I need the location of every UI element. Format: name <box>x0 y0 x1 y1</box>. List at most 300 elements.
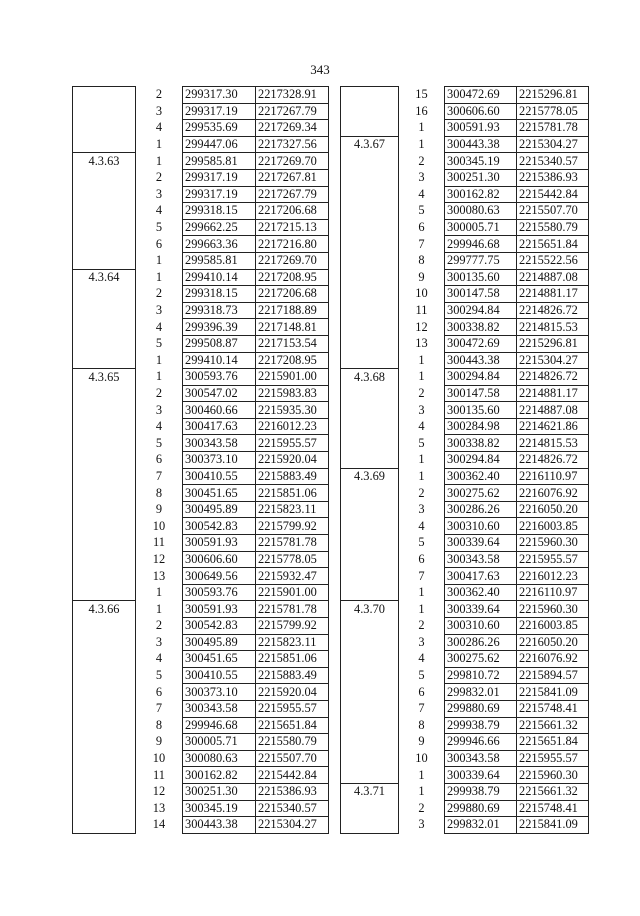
table-row <box>341 817 589 834</box>
point-number: 1 <box>418 369 425 384</box>
section-label <box>341 684 399 701</box>
point-number: 9 <box>418 734 425 749</box>
section-label <box>73 136 136 153</box>
x-coordinate: 300005.71 <box>445 219 517 236</box>
x-coordinate: 299396.39 <box>183 319 256 336</box>
section-label <box>341 153 399 170</box>
y-coordinate: 2215851.06 <box>256 651 329 668</box>
point-number: 9 <box>418 269 425 284</box>
table-row <box>73 667 329 684</box>
table-row <box>73 750 329 767</box>
x-coordinate: 300593.76 <box>183 584 256 601</box>
section-label <box>341 219 399 236</box>
x-coordinate: 299535.69 <box>183 120 256 137</box>
section-label <box>73 717 136 734</box>
table-row <box>73 302 329 319</box>
y-coordinate: 2215935.30 <box>256 402 329 419</box>
x-coordinate: 299317.19 <box>183 103 256 120</box>
table-row <box>341 634 589 651</box>
table-row <box>73 618 329 635</box>
point-number: 10 <box>152 751 166 766</box>
y-coordinate: 2215661.32 <box>517 717 589 734</box>
table-row <box>341 584 589 601</box>
point-number: 2 <box>418 618 425 633</box>
table-row <box>341 319 589 336</box>
point-number: 3 <box>418 402 425 417</box>
x-coordinate: 300162.82 <box>445 186 517 203</box>
point-number: 8 <box>155 485 163 500</box>
x-coordinate: 300345.19 <box>445 153 517 170</box>
table-row <box>341 618 589 635</box>
point-number: 2 <box>155 385 163 400</box>
y-coordinate: 2215901.00 <box>256 369 329 386</box>
x-coordinate: 300343.58 <box>183 435 256 452</box>
x-coordinate: 300343.58 <box>445 551 517 568</box>
y-coordinate: 2215340.57 <box>517 153 589 170</box>
table-row <box>73 385 329 402</box>
y-coordinate: 2217269.34 <box>256 120 329 137</box>
section-label <box>341 584 399 601</box>
x-coordinate: 299447.06 <box>183 136 256 153</box>
section-label <box>341 700 399 717</box>
y-coordinate: 2215748.41 <box>517 700 589 717</box>
table-row <box>341 335 589 352</box>
x-coordinate: 300135.60 <box>445 402 517 419</box>
x-coordinate: 300373.10 <box>183 684 256 701</box>
table-row <box>341 153 589 170</box>
table-row <box>73 369 329 386</box>
table-row <box>341 186 589 203</box>
x-coordinate: 300443.38 <box>183 817 256 834</box>
point-number: 12 <box>152 551 166 566</box>
point-number: 13 <box>415 336 428 351</box>
point-number: 4 <box>418 419 425 434</box>
table-row <box>73 252 329 269</box>
y-coordinate: 2215304.27 <box>256 817 329 834</box>
x-coordinate: 300284.98 <box>445 418 517 435</box>
section-label <box>73 236 136 253</box>
section-label <box>341 800 399 817</box>
point-number: 4 <box>155 203 163 218</box>
page-number: 343 <box>310 62 330 77</box>
x-coordinate: 299585.81 <box>183 252 256 269</box>
x-coordinate: 300310.60 <box>445 518 517 535</box>
x-coordinate: 300495.89 <box>183 634 256 651</box>
section-label <box>341 535 399 552</box>
table-row <box>73 120 329 137</box>
section-label <box>73 684 136 701</box>
table-row <box>341 518 589 535</box>
section-label <box>341 402 399 419</box>
section-label <box>73 352 136 369</box>
y-coordinate: 2214621.86 <box>517 418 589 435</box>
x-coordinate: 299662.25 <box>183 219 256 236</box>
point-number: 5 <box>155 435 163 450</box>
y-coordinate: 2216003.85 <box>517 618 589 635</box>
y-coordinate: 2215823.11 <box>256 501 329 518</box>
section-label <box>341 319 399 336</box>
y-coordinate: 2216050.20 <box>517 501 589 518</box>
point-number: 5 <box>418 535 425 550</box>
y-coordinate: 2215507.70 <box>256 750 329 767</box>
y-coordinate: 2217267.79 <box>256 103 329 120</box>
table-row <box>73 236 329 253</box>
point-number: 5 <box>418 203 425 218</box>
y-coordinate: 2217269.70 <box>256 153 329 170</box>
section-label <box>73 87 136 104</box>
section-label <box>341 767 399 784</box>
y-coordinate: 2215841.09 <box>517 817 589 834</box>
table-row <box>73 319 329 336</box>
section-label <box>73 103 136 120</box>
y-coordinate: 2216012.23 <box>517 568 589 585</box>
section-label <box>73 435 136 452</box>
table-row <box>73 767 329 784</box>
y-coordinate: 2215661.32 <box>517 783 589 800</box>
x-coordinate: 299585.81 <box>183 153 256 170</box>
y-coordinate: 2217269.70 <box>256 252 329 269</box>
section-label <box>73 169 136 186</box>
x-coordinate: 299946.68 <box>445 236 517 253</box>
table-row <box>73 485 329 502</box>
section-label <box>341 750 399 767</box>
point-number: 6 <box>418 220 425 235</box>
table-row <box>73 700 329 717</box>
x-coordinate: 300251.30 <box>445 169 517 186</box>
point-number: 2 <box>418 800 425 815</box>
point-number: 1 <box>418 784 425 799</box>
y-coordinate: 2215781.78 <box>256 535 329 552</box>
table-row <box>73 435 329 452</box>
table-row <box>341 750 589 767</box>
y-coordinate: 2215386.93 <box>517 169 589 186</box>
y-coordinate: 2217216.80 <box>256 236 329 253</box>
point-number: 9 <box>155 502 163 517</box>
section-label <box>73 335 136 352</box>
point-number: 15 <box>415 87 428 102</box>
point-number: 6 <box>155 684 163 699</box>
section-label <box>73 402 136 419</box>
y-coordinate: 2217148.81 <box>256 319 329 336</box>
x-coordinate: 300294.84 <box>445 452 517 469</box>
table-row <box>341 369 589 386</box>
y-coordinate: 2216110.97 <box>517 468 589 485</box>
y-coordinate: 2217206.68 <box>256 203 329 220</box>
x-coordinate: 300275.62 <box>445 485 517 502</box>
table-row <box>341 452 589 469</box>
x-coordinate: 299777.75 <box>445 252 517 269</box>
section-label <box>341 186 399 203</box>
y-coordinate: 2215522.56 <box>517 252 589 269</box>
y-coordinate: 2215883.49 <box>256 667 329 684</box>
y-coordinate: 2217153.54 <box>256 335 329 352</box>
table-row <box>73 87 329 104</box>
section-label <box>341 385 399 402</box>
y-coordinate: 2215960.30 <box>517 767 589 784</box>
point-number: 3 <box>418 817 425 832</box>
section-label <box>73 286 136 303</box>
point-number: 4 <box>418 518 425 533</box>
point-number: 12 <box>152 784 166 799</box>
point-number: 11 <box>415 303 428 318</box>
point-number: 6 <box>155 452 163 467</box>
point-number: 4 <box>155 651 163 666</box>
x-coordinate: 300339.64 <box>445 767 517 784</box>
point-number: 14 <box>152 817 166 832</box>
point-number: 7 <box>155 468 163 483</box>
table-row <box>73 817 329 834</box>
x-coordinate: 300373.10 <box>183 452 256 469</box>
section-label <box>73 319 136 336</box>
x-coordinate: 300417.63 <box>183 418 256 435</box>
section-label <box>73 501 136 518</box>
section-label <box>341 551 399 568</box>
section-label <box>73 651 136 668</box>
y-coordinate: 2215651.84 <box>256 717 329 734</box>
point-number: 12 <box>415 319 428 334</box>
x-coordinate: 300294.84 <box>445 369 517 386</box>
table-row <box>73 136 329 153</box>
point-number: 1 <box>418 585 425 600</box>
coordinate-table-right <box>340 86 589 834</box>
table-row <box>73 219 329 236</box>
table-row <box>341 601 589 618</box>
table-row <box>341 236 589 253</box>
point-number: 4 <box>155 319 163 334</box>
y-coordinate: 2216050.20 <box>517 634 589 651</box>
x-coordinate: 299880.69 <box>445 800 517 817</box>
table-row <box>73 734 329 751</box>
point-number: 5 <box>155 668 163 683</box>
y-coordinate: 2215778.05 <box>517 103 589 120</box>
section-label <box>73 783 136 800</box>
table-row <box>341 352 589 369</box>
table-row <box>73 335 329 352</box>
point-number: 7 <box>418 568 425 583</box>
point-number: 10 <box>152 518 166 533</box>
point-number: 1 <box>418 452 425 467</box>
point-number: 1 <box>155 585 163 600</box>
section-label <box>73 186 136 203</box>
y-coordinate: 2215386.93 <box>256 783 329 800</box>
y-coordinate: 2214826.72 <box>517 369 589 386</box>
point-number: 4 <box>155 419 163 434</box>
y-coordinate: 2215781.78 <box>256 601 329 618</box>
section-label <box>341 667 399 684</box>
section-label <box>341 418 399 435</box>
section-label <box>341 717 399 734</box>
y-coordinate: 2216076.92 <box>517 485 589 502</box>
section-label <box>73 302 136 319</box>
table-row <box>73 651 329 668</box>
y-coordinate: 2215823.11 <box>256 634 329 651</box>
point-number: 6 <box>418 551 425 566</box>
table-row <box>73 169 329 186</box>
x-coordinate: 300472.69 <box>445 87 517 104</box>
x-coordinate: 300417.63 <box>445 568 517 585</box>
y-coordinate: 2215901.00 <box>256 584 329 601</box>
point-number: 8 <box>418 717 425 732</box>
x-coordinate: 300080.63 <box>445 203 517 220</box>
x-coordinate: 300362.40 <box>445 468 517 485</box>
point-number: 9 <box>155 734 163 749</box>
table-row <box>341 203 589 220</box>
table-row <box>341 418 589 435</box>
section-label: 4.3.66 <box>73 601 136 618</box>
x-coordinate: 300339.64 <box>445 535 517 552</box>
table-row <box>73 501 329 518</box>
coordinate-table-left <box>72 86 329 834</box>
y-coordinate: 2214826.72 <box>517 302 589 319</box>
table-row <box>73 783 329 800</box>
section-label <box>73 418 136 435</box>
table-row <box>341 501 589 518</box>
table-row <box>341 535 589 552</box>
section-label <box>341 335 399 352</box>
y-coordinate: 2216110.97 <box>517 584 589 601</box>
y-coordinate: 2216003.85 <box>517 518 589 535</box>
table-row <box>73 153 329 170</box>
y-coordinate: 2215851.06 <box>256 485 329 502</box>
table-row <box>341 385 589 402</box>
x-coordinate: 300410.55 <box>183 468 256 485</box>
point-number: 1 <box>418 767 425 782</box>
x-coordinate: 300443.38 <box>445 136 517 153</box>
section-label <box>341 302 399 319</box>
y-coordinate: 2216012.23 <box>256 418 329 435</box>
point-number: 3 <box>155 402 163 417</box>
section-label <box>341 352 399 369</box>
point-number: 10 <box>415 286 428 301</box>
x-coordinate: 300310.60 <box>445 618 517 635</box>
section-label <box>341 286 399 303</box>
x-coordinate: 300147.58 <box>445 385 517 402</box>
point-number: 1 <box>418 468 425 483</box>
point-number: 2 <box>155 618 163 633</box>
table-row <box>73 684 329 701</box>
y-coordinate: 2215296.81 <box>517 87 589 104</box>
x-coordinate: 299810.72 <box>445 667 517 684</box>
y-coordinate: 2215296.81 <box>517 335 589 352</box>
x-coordinate: 299410.14 <box>183 269 256 286</box>
table-row <box>341 136 589 153</box>
x-coordinate: 300005.71 <box>183 734 256 751</box>
point-number: 3 <box>418 170 425 185</box>
y-coordinate: 2217188.89 <box>256 302 329 319</box>
section-label <box>341 734 399 751</box>
table-row <box>73 418 329 435</box>
x-coordinate: 300547.02 <box>183 385 256 402</box>
section-label: 4.3.71 <box>341 783 399 800</box>
x-coordinate: 300460.66 <box>183 402 256 419</box>
point-number: 4 <box>155 120 163 135</box>
section-label: 4.3.68 <box>341 369 399 386</box>
point-number: 1 <box>155 352 163 367</box>
point-number: 8 <box>418 253 425 268</box>
table-row <box>341 651 589 668</box>
y-coordinate: 2214887.08 <box>517 269 589 286</box>
section-label <box>341 87 399 104</box>
section-label <box>73 767 136 784</box>
point-number: 11 <box>153 767 165 782</box>
point-number: 2 <box>155 286 163 301</box>
x-coordinate: 299946.66 <box>445 734 517 751</box>
point-number: 1 <box>418 137 425 152</box>
table-row <box>341 551 589 568</box>
point-number: 6 <box>418 684 425 699</box>
x-coordinate: 300410.55 <box>183 667 256 684</box>
x-coordinate: 300286.26 <box>445 501 517 518</box>
y-coordinate: 2215442.84 <box>517 186 589 203</box>
x-coordinate: 300443.38 <box>445 352 517 369</box>
point-number: 1 <box>418 352 425 367</box>
x-coordinate: 300343.58 <box>183 700 256 717</box>
table-row <box>73 203 329 220</box>
y-coordinate: 2215799.92 <box>256 618 329 635</box>
y-coordinate: 2215960.30 <box>517 535 589 552</box>
section-label: 4.3.64 <box>73 269 136 286</box>
section-label <box>341 501 399 518</box>
section-label <box>341 236 399 253</box>
point-number: 2 <box>418 153 425 168</box>
table-row <box>73 568 329 585</box>
section-label <box>73 452 136 469</box>
section-label <box>73 252 136 269</box>
y-coordinate: 2215955.57 <box>517 551 589 568</box>
table-row <box>341 169 589 186</box>
x-coordinate: 299938.79 <box>445 783 517 800</box>
y-coordinate: 2217327.56 <box>256 136 329 153</box>
table-row <box>341 87 589 104</box>
y-coordinate: 2215748.41 <box>517 800 589 817</box>
point-number: 1 <box>155 269 163 284</box>
y-coordinate: 2215983.83 <box>256 385 329 402</box>
x-coordinate: 300542.83 <box>183 618 256 635</box>
table-row <box>341 103 589 120</box>
section-label <box>73 667 136 684</box>
section-label <box>73 518 136 535</box>
section-label <box>341 120 399 137</box>
table-row <box>341 435 589 452</box>
x-coordinate: 300080.63 <box>183 750 256 767</box>
point-number: 16 <box>415 103 428 118</box>
y-coordinate: 2215960.30 <box>517 601 589 618</box>
table-row <box>73 800 329 817</box>
section-label <box>73 535 136 552</box>
x-coordinate: 300451.65 <box>183 485 256 502</box>
section-label <box>341 651 399 668</box>
x-coordinate: 300649.56 <box>183 568 256 585</box>
section-label <box>341 634 399 651</box>
table-row <box>73 103 329 120</box>
x-coordinate: 300294.84 <box>445 302 517 319</box>
x-coordinate: 300135.60 <box>445 269 517 286</box>
section-label <box>341 203 399 220</box>
x-coordinate: 300343.58 <box>445 750 517 767</box>
section-label <box>341 568 399 585</box>
section-label <box>341 252 399 269</box>
section-label: 4.3.65 <box>73 369 136 386</box>
point-number: 3 <box>155 186 163 201</box>
table-row <box>73 584 329 601</box>
point-number: 7 <box>418 701 425 716</box>
table-row <box>341 717 589 734</box>
x-coordinate: 300606.60 <box>445 103 517 120</box>
y-coordinate: 2215799.92 <box>256 518 329 535</box>
x-coordinate: 300251.30 <box>183 783 256 800</box>
table-row <box>73 518 329 535</box>
table-row <box>341 402 589 419</box>
